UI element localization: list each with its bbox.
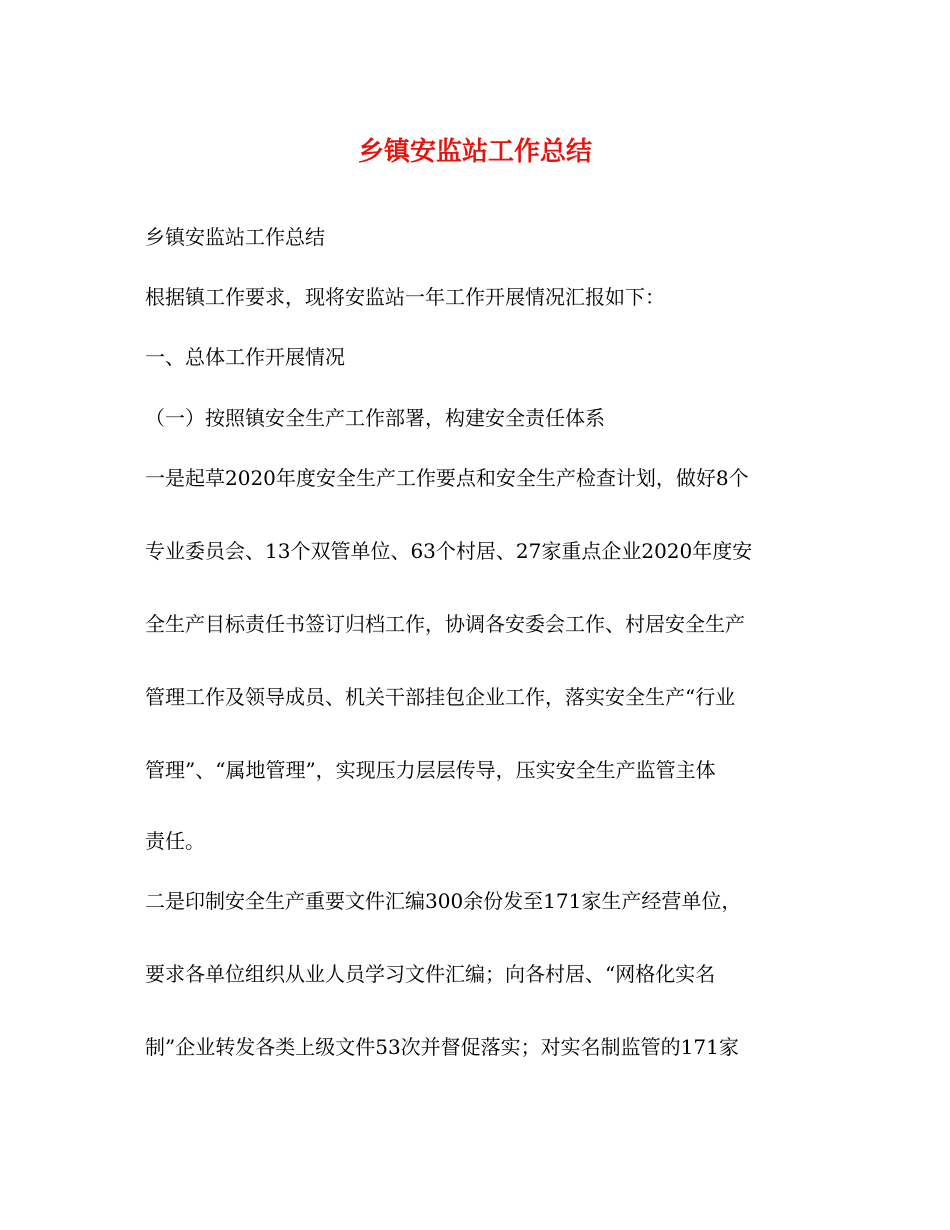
section-heading: 一、总体工作开展情况 xyxy=(145,345,345,369)
paragraph-intro: 根据镇工作要求，现将安监站一年工作开展情况汇报如下： xyxy=(145,285,665,309)
paragraph-line: 责任。 xyxy=(145,829,205,853)
paragraph-line: 二是印制安全生产重要文件汇编300余份发至171家生产经营单位， xyxy=(145,889,742,913)
document-title: 乡镇安监站工作总结 xyxy=(357,137,592,167)
subsection-heading: （一）按照镇安全生产工作部署，构建安全责任体系 xyxy=(145,406,605,430)
paragraph-line: 全生产目标责任书签订归档工作，协调各安委会工作、村居安全生产 xyxy=(145,612,745,636)
paragraph-line: 管理工作及领导成员、机关干部挂包企业工作，落实安全生产“行业 xyxy=(145,685,736,709)
paragraph-line: 管理”、“属地管理”，实现压力层层传导，压实安全生产监管主体 xyxy=(145,758,716,782)
paragraph-line: 制”企业转发各类上级文件53次并督促落实；对实名制监管的171家 xyxy=(145,1035,739,1059)
paragraph-subtitle: 乡镇安监站工作总结 xyxy=(145,225,325,249)
paragraph-line: 专业委员会、13个双管单位、63个村居、27家重点企业2020年度安 xyxy=(145,539,753,563)
paragraph-line: 要求各单位组织从业人员学习文件汇编；向各村居、“网格化实名 xyxy=(145,962,716,986)
paragraph-line: 一是起草2020年度安全生产工作要点和安全生产检查计划，做好8个 xyxy=(145,466,749,490)
